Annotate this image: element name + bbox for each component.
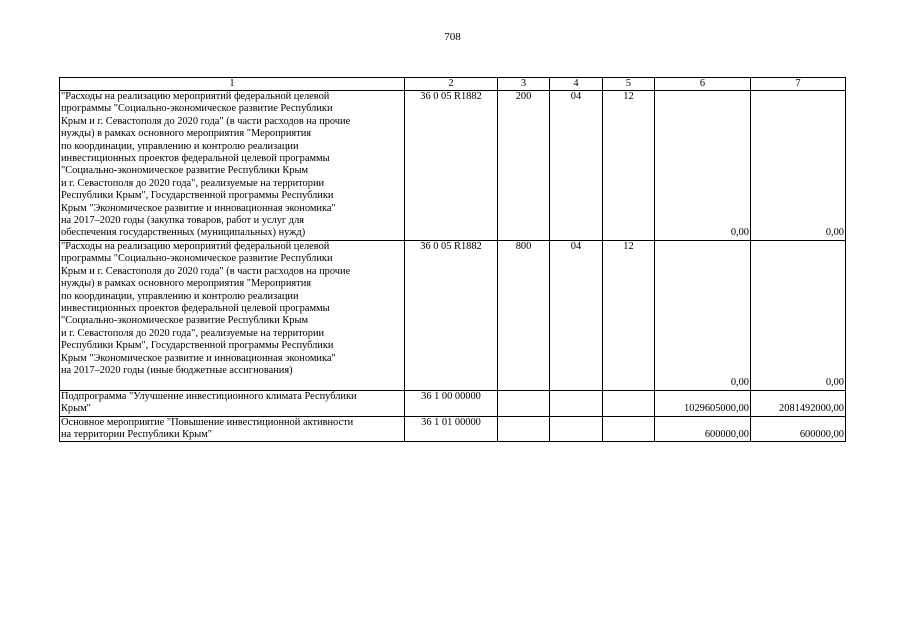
description-line: "Расходы на реализацию мероприятий федеральной целевой bbox=[61, 91, 330, 102]
description-line: Крым" bbox=[61, 403, 91, 415]
description-line: нужды) в рамках основного мероприятия "Мероприятия bbox=[61, 278, 312, 290]
description-line: инвестиционных проектов федеральной целевой программы bbox=[61, 302, 330, 314]
description-line: на 2017–2020 годы (закупка товаров, работ и услуг для bbox=[61, 215, 305, 227]
header-cell-1: 1 bbox=[60, 78, 405, 91]
header-cell-7: 7 bbox=[751, 78, 846, 91]
row-expense-type: 200 bbox=[498, 91, 550, 241]
description-line bbox=[61, 377, 403, 389]
description-line: "Социально-экономическое развитие Республики Крым bbox=[61, 165, 309, 177]
description-line: Подпрограмма "Улучшение инвестиционного климата Республики bbox=[61, 390, 357, 402]
description-line: "Расходы на реализацию мероприятий федеральной целевой bbox=[61, 240, 330, 252]
row-description bbox=[60, 240, 405, 390]
description-line: Крым и г. Севастополя до 2020 года" (в части расходов на прочие bbox=[61, 265, 351, 277]
description-line: Республики Крым", Государственной программы Республики bbox=[61, 190, 334, 202]
description-line: инвестиционных проектов федеральной целевой программы bbox=[61, 153, 330, 165]
row-amount-2: 0,00 bbox=[751, 91, 846, 241]
header-cell-2: 2 bbox=[405, 78, 498, 91]
row-description bbox=[60, 390, 405, 416]
header-row bbox=[60, 78, 846, 91]
row-amount-1: 0,00 bbox=[655, 240, 751, 390]
row-subsection bbox=[603, 416, 655, 442]
row-section bbox=[550, 390, 603, 416]
row-code: 36 1 01 00000 bbox=[405, 416, 498, 442]
row-subsection: 12 bbox=[603, 91, 655, 241]
table-row bbox=[60, 416, 846, 442]
header-cell-6: 6 bbox=[655, 78, 751, 91]
row-amount-2: 0,00 bbox=[751, 240, 846, 390]
row-amount-2: 600000,00 bbox=[751, 416, 846, 442]
description-line: программы "Социально-экономическое развитие Республики bbox=[61, 253, 333, 265]
description-line: по координации, управлению и контролю реализации bbox=[61, 140, 299, 152]
description-line: Крым "Экономическое развитие и инновационная экономика" bbox=[61, 202, 336, 214]
table-row bbox=[60, 390, 846, 416]
row-amount-1: 1029605000,00 bbox=[655, 390, 751, 416]
description-line: Крым и г. Севастополя до 2020 года" (в части расходов на прочие bbox=[61, 115, 351, 127]
description-line: обеспечения государственных (муниципальных) нужд) bbox=[61, 227, 306, 239]
table-row bbox=[60, 91, 846, 241]
budget-table bbox=[59, 77, 846, 442]
description-line: на территории Республики Крым" bbox=[61, 428, 213, 440]
row-amount-1: 0,00 bbox=[655, 91, 751, 241]
row-amount-1: 600000,00 bbox=[655, 416, 751, 442]
table-body bbox=[60, 78, 846, 442]
row-expense-type bbox=[498, 390, 550, 416]
description-line: Республики Крым", Государственной программы Республики bbox=[61, 340, 334, 352]
row-description bbox=[60, 416, 405, 442]
header-cell-5: 5 bbox=[603, 78, 655, 91]
description-line: программы "Социально-экономическое развитие Республики bbox=[61, 103, 333, 115]
row-code: 36 0 05 R1882 bbox=[405, 240, 498, 390]
row-subsection: 12 bbox=[603, 240, 655, 390]
description-line: Крым "Экономическое развитие и инновационная экономика" bbox=[61, 352, 336, 364]
row-expense-type: 800 bbox=[498, 240, 550, 390]
description-line: "Социально-экономическое развитие Республики Крым bbox=[61, 315, 309, 327]
header-cell-4: 4 bbox=[550, 78, 603, 91]
row-expense-type bbox=[498, 416, 550, 442]
row-section bbox=[550, 416, 603, 442]
description-line: нужды) в рамках основного мероприятия "Мероприятия bbox=[61, 128, 312, 140]
description-line: и г. Севастополя до 2020 года", реализуемые на территории bbox=[61, 177, 325, 189]
row-description bbox=[60, 91, 405, 241]
row-amount-2: 2081492000,00 bbox=[751, 390, 846, 416]
row-code: 36 1 00 00000 bbox=[405, 390, 498, 416]
description-line: по координации, управлению и контролю реализации bbox=[61, 290, 299, 302]
row-section: 04 bbox=[550, 240, 603, 390]
row-subsection bbox=[603, 390, 655, 416]
header-cell-3: 3 bbox=[498, 78, 550, 91]
description-line: и г. Севастополя до 2020 года", реализуемые на территории bbox=[61, 327, 325, 339]
row-code: 36 0 05 R1882 bbox=[405, 91, 498, 241]
description-line: Основное мероприятие "Повышение инвестиционной активности bbox=[61, 416, 354, 428]
description-line: на 2017–2020 годы (иные бюджетные ассигнования) bbox=[61, 364, 293, 376]
row-section: 04 bbox=[550, 91, 603, 241]
table-row bbox=[60, 240, 846, 390]
page-number: 708 bbox=[444, 31, 461, 43]
